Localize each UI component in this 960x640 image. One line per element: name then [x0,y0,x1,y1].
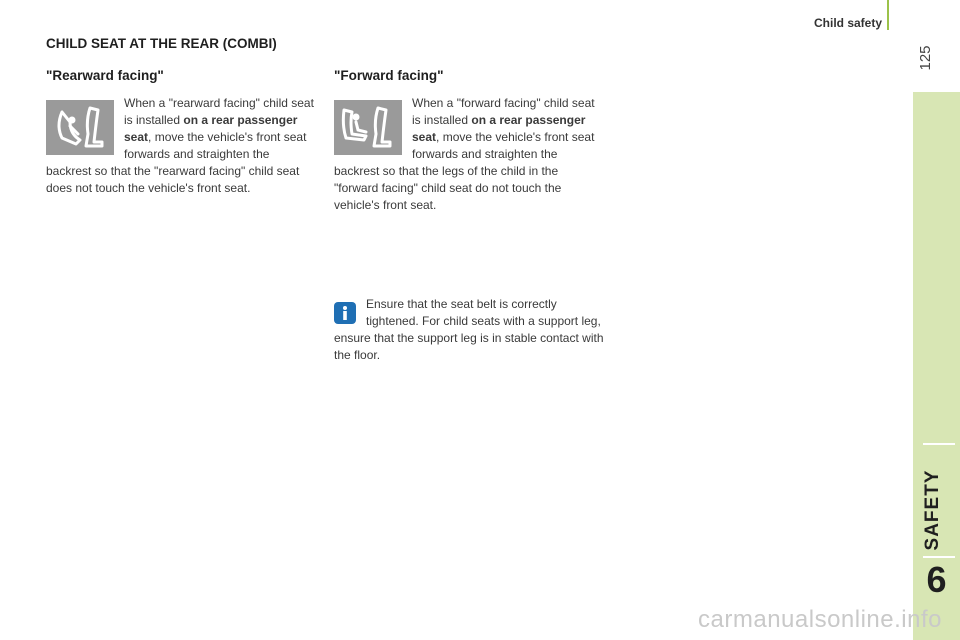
rearward-text-end: , move the vehicle's front seat forwards and straighten the backrest so that the "rearward facing" child seat does not touch the vehicle's front seat. [46,130,307,195]
rearward-section [46,68,316,197]
info-icon [334,302,356,324]
rearward-text-bold: on a rear passenger seat [124,113,298,144]
page-title: CHILD SEAT AT THE REAR (COMBI) [46,36,277,51]
note-text: Ensure that the seat belt is correctly tightened. For child seats with a support leg, ensure that the support leg is in stable contact with the floor. [334,297,604,362]
rearward-child-seat-icon [46,100,114,155]
forward-section [334,68,604,214]
forward-child-seat-icon [334,100,402,155]
side-tab-divider-top [923,443,955,445]
header-section-title: Child safety [813,16,882,30]
forward-text-end: , move the vehicle's front seat forwards and straighten the backrest so that the legs of the child in the "forward facing" child seat do not touch the vehicle's front seat. [334,130,595,212]
rearward-heading: "Rearward facing" [46,68,164,83]
side-tab-divider-bottom [923,556,955,558]
forward-text-bold: on a rear passenger seat [412,113,586,144]
page-number: 125 [917,45,934,71]
watermark: carmanualsonline.info [698,606,942,633]
rearward-text-start: When a "rearward facing" child seat is installed [124,96,314,127]
header-divider [887,0,889,30]
forward-heading: "Forward facing" [334,68,444,83]
info-note [334,296,604,364]
forward-text-start: When a "forward facing" child seat is installed [412,96,595,127]
chapter-number: 6 [926,559,947,600]
section-label: SAFETY [922,469,943,551]
